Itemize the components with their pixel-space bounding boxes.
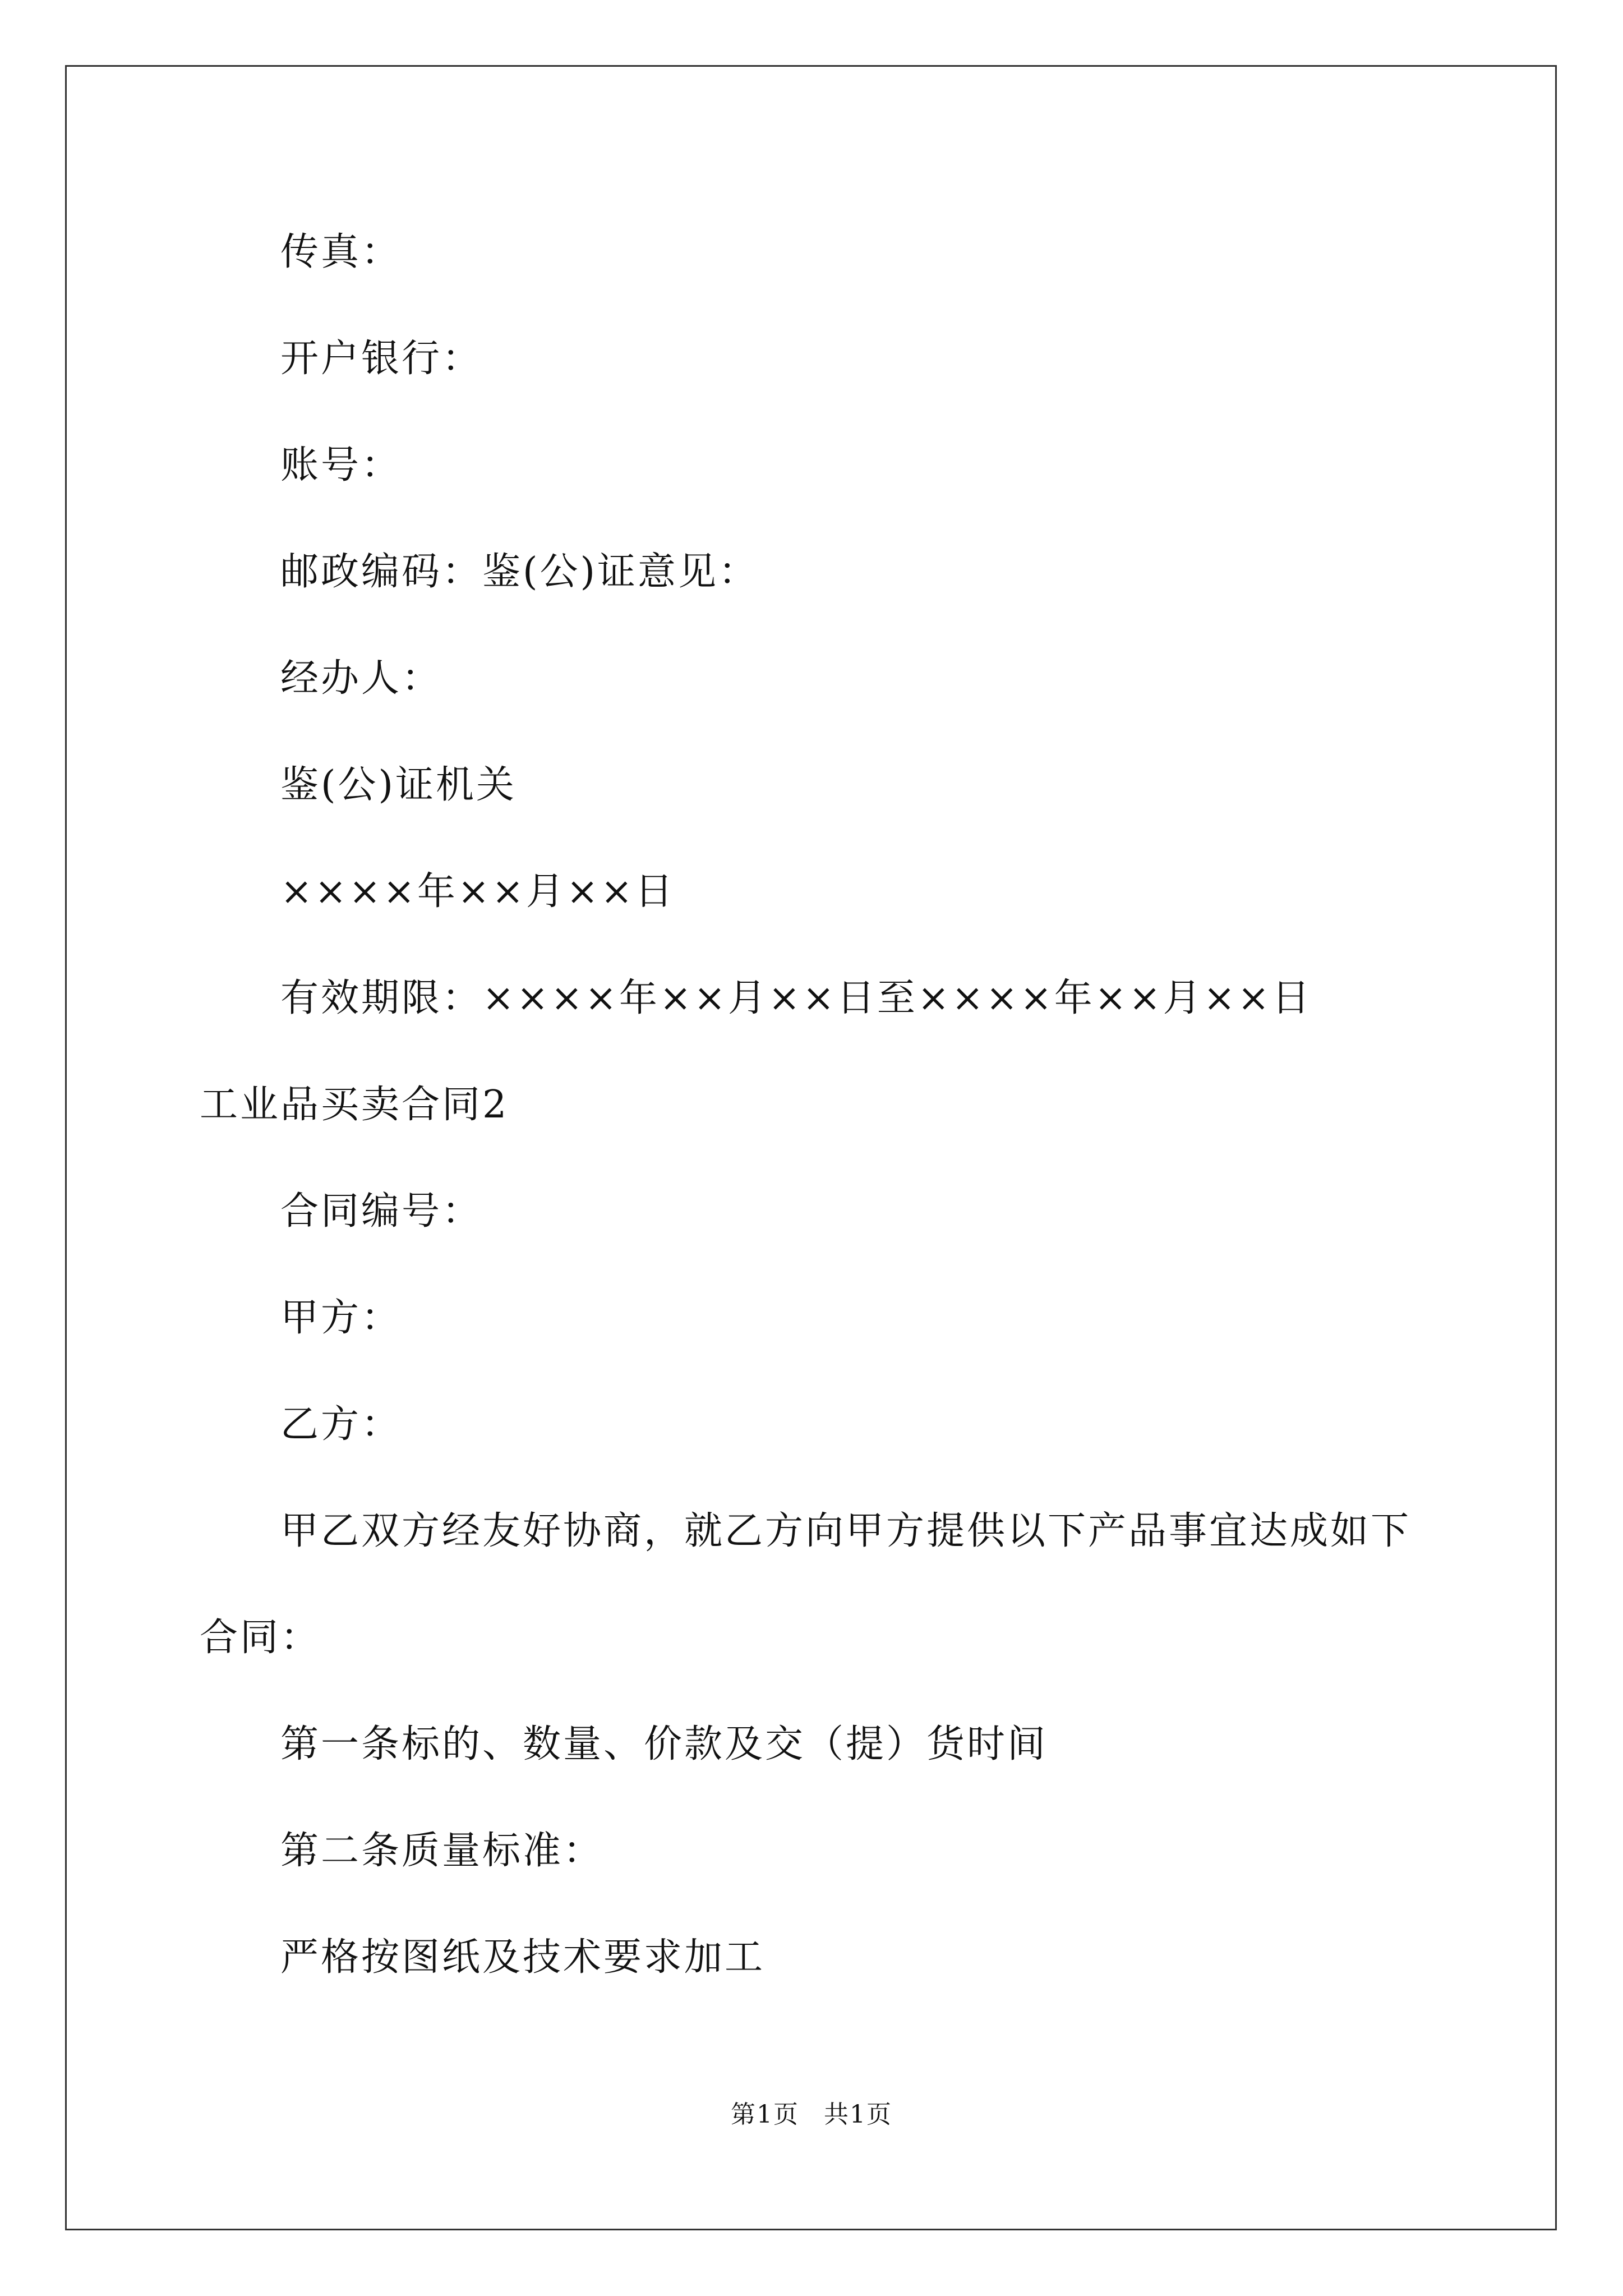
postcode-notary-line: 邮政编码：鉴(公)证意见： (280, 550, 759, 594)
party-b-label: 乙方： (280, 1402, 402, 1447)
fax-label: 传真： (280, 230, 402, 274)
date-line: ××××年××月××日 (280, 869, 675, 914)
contract-number-label: 合同编号： (280, 1189, 483, 1234)
page-number: 第1页 (731, 2100, 799, 2129)
page-total: 共1页 (824, 2100, 892, 2129)
page-border (65, 65, 1557, 2230)
article-two-detail: 严格按图纸及技术要求加工 (280, 1935, 766, 1980)
handler-label: 经办人： (280, 656, 442, 701)
section-title: 工业品买卖合同2 (200, 1083, 509, 1127)
page-footer (0, 2098, 1623, 2132)
validity-period: 有效期限：××××年××月××日至××××年××月××日 (280, 976, 1312, 1020)
article-two: 第二条质量标准： (280, 1829, 604, 1873)
agreement-paragraph: 甲乙双方经友好协商，就乙方向甲方提供以下产品事宜达成如下 (280, 1509, 1412, 1553)
agreement-paragraph-continued: 合同： (200, 1616, 321, 1660)
article-one: 第一条标的、数量、价款及交（提）货时间 (280, 1722, 1048, 1766)
account-label: 账号： (280, 443, 402, 487)
notary-office: 鉴(公)证机关 (280, 763, 517, 807)
bank-label: 开户银行： (280, 337, 483, 381)
party-a-label: 甲方： (280, 1296, 402, 1340)
